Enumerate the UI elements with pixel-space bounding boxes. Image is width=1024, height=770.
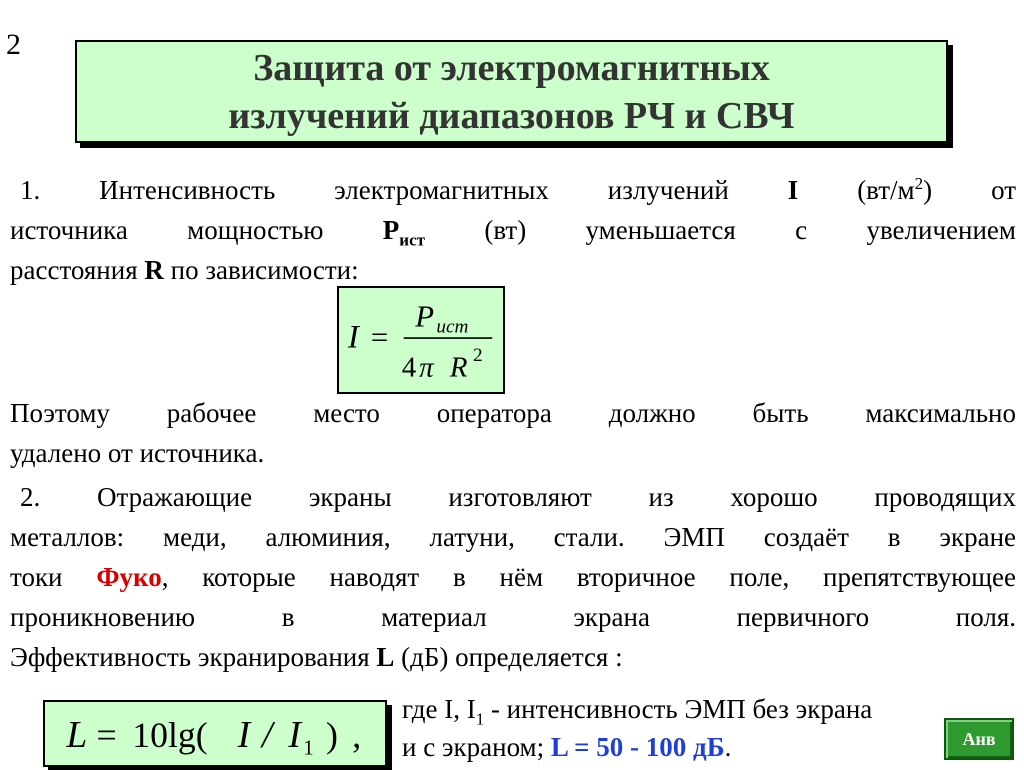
text-span: , которые наводят в нём вторичное поле, препятствующее xyxy=(161,562,1016,592)
symbol-P: P xyxy=(382,215,400,245)
paragraph-line xyxy=(10,477,1016,517)
formula-close: ) xyxy=(325,715,338,756)
formula-den-pi: π xyxy=(419,351,434,384)
superscript: 2 xyxy=(914,174,924,193)
formula-slash: / xyxy=(262,714,273,757)
paragraph-line xyxy=(10,250,1016,290)
formula-comma: , xyxy=(352,715,362,756)
text-span: расстояния xyxy=(10,255,138,285)
subscript: 1 xyxy=(475,709,485,729)
formula-I1-sub: 1 xyxy=(303,737,314,760)
paragraph-line: проникновению в материал экрана первичного поля. xyxy=(10,602,1016,632)
symbol-I: I xyxy=(787,175,799,205)
text-span: 1. Интенсивность электромагнитных излучений xyxy=(20,175,729,205)
formula-den-4: 4 xyxy=(401,351,417,384)
title-line-1: Защита от электромагнитных xyxy=(253,46,770,89)
text-span: (дБ) определяется : xyxy=(401,642,623,672)
subscript: ист xyxy=(399,230,425,250)
anv-nav-button[interactable]: Анв xyxy=(944,718,1014,760)
text-span: (вт/м xyxy=(857,175,915,205)
paragraph-line: Поэтому рабочее место оператора должно быть максимально xyxy=(10,398,1016,428)
paragraph-intensity xyxy=(10,170,1016,290)
text-span: (вт) уменьшается с увеличением xyxy=(484,215,1016,245)
title-line-2: излучений диапазонов РЧ и СВЧ xyxy=(228,94,795,137)
text-span: по зависимости: xyxy=(170,255,359,285)
explanation-line-1 xyxy=(402,690,1016,728)
formula-explanation xyxy=(402,690,1016,766)
text-span: источника мощностью xyxy=(10,215,324,245)
formula-shielding xyxy=(43,700,387,767)
formula-lhs: I xyxy=(347,319,359,356)
paragraph-line xyxy=(10,557,1016,597)
text-span: ) от xyxy=(923,175,1017,205)
formula-den-R: R xyxy=(449,351,468,384)
text-span: токи xyxy=(10,562,63,592)
paragraph-line xyxy=(10,637,1016,677)
paragraph-line: металлов: меди, алюминия, латуни, стали. ЭМП создаёт в экране xyxy=(10,522,1016,552)
text-span: . xyxy=(724,732,732,762)
explanation-line-2 xyxy=(402,728,1016,766)
symbol-R: R xyxy=(144,255,164,285)
formula-eq: = xyxy=(96,715,117,756)
paragraph-line xyxy=(10,210,1016,250)
formula-L: L xyxy=(66,714,88,757)
text-span: и с экраном; xyxy=(402,732,545,762)
title-box xyxy=(75,40,948,143)
formula-den-exp: 2 xyxy=(473,345,483,367)
formula-num-P: P xyxy=(415,299,435,334)
formula-intensity xyxy=(337,286,505,394)
paragraph-line xyxy=(10,170,1016,210)
formula-const: 10lg( xyxy=(132,715,208,756)
highlight-fuko: Фуко xyxy=(96,562,162,592)
slide-number: 2 xyxy=(6,28,21,61)
paragraph-line: удалено от источника. xyxy=(10,438,265,468)
text-span: Эффективность экранирования xyxy=(10,642,370,672)
text-span: 2. Отражающие экраны изготовляют из хорошо проводящих xyxy=(20,482,1016,512)
paragraph-screens xyxy=(10,477,1016,677)
formula-I1: I xyxy=(288,714,301,757)
formula-num-sub: ист xyxy=(436,316,469,338)
text-span: где I, I xyxy=(402,694,476,724)
formula-eq: = xyxy=(370,320,389,355)
paragraph-operator xyxy=(10,393,1016,473)
formula-I: I xyxy=(237,714,251,757)
highlight-shielding-value: L = 50 - 100 дБ xyxy=(550,732,725,762)
text-span: - интенсивность ЭМП без экрана xyxy=(490,694,873,724)
symbol-L: L xyxy=(376,642,395,672)
